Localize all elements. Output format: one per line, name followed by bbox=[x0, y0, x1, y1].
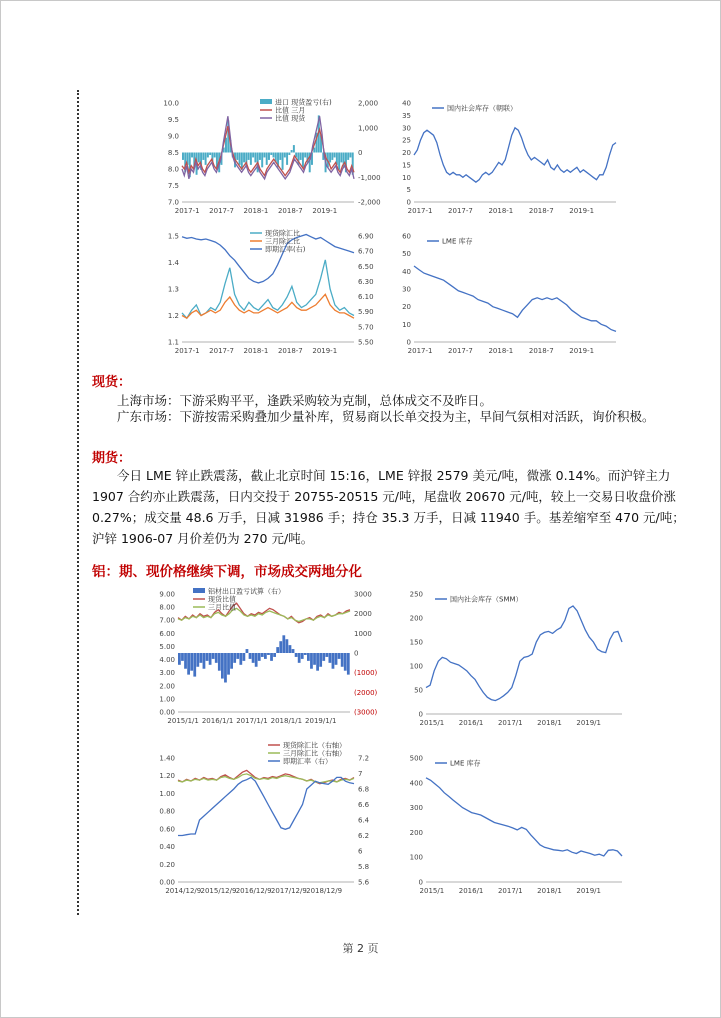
legend-swatch bbox=[193, 588, 205, 593]
y2-tick-label: 0 bbox=[354, 649, 359, 658]
section-aluminum-heading: 铝：期、现价格继续下调，市场成交两地分化 bbox=[92, 564, 362, 580]
bar bbox=[270, 653, 273, 661]
legend-label: 铝材出口盈亏试算（右） bbox=[208, 587, 285, 596]
spot-guangdong-paragraph: 广东市场：下游按需采购叠加少量补库，贸易商以长单交投为主，早间气氛相对活跃，询价积极。 bbox=[117, 409, 655, 424]
bar bbox=[239, 653, 242, 665]
bar bbox=[202, 153, 204, 160]
legend-label: 比值 现货 bbox=[275, 114, 306, 123]
bar bbox=[322, 653, 325, 661]
y-tick-label: 0.40 bbox=[159, 843, 175, 852]
x-tick-label: 2017/1/1 bbox=[236, 717, 268, 725]
x-tick-label: 2019-1 bbox=[312, 347, 338, 355]
bar bbox=[263, 153, 265, 158]
bar bbox=[182, 153, 184, 160]
x-tick-label: 2017-7 bbox=[448, 207, 473, 215]
y-tick-label: 7.00 bbox=[159, 616, 175, 625]
y2-tick-label: 5.8 bbox=[358, 863, 370, 871]
bar bbox=[344, 653, 347, 671]
x-tick-label: 2016/1/1 bbox=[201, 717, 234, 725]
x-tick-label: 2014/12/9 bbox=[165, 887, 202, 895]
series-line bbox=[178, 608, 350, 621]
bar bbox=[332, 653, 335, 669]
x-tick-label: 2018/1/1 bbox=[270, 717, 303, 725]
y2-tick-label: (3000) bbox=[354, 708, 378, 717]
chart-svg bbox=[148, 584, 390, 734]
x-tick-label: 2019/1/1 bbox=[305, 717, 337, 725]
y-tick-label: 40 bbox=[402, 267, 411, 276]
bar bbox=[248, 153, 250, 160]
bar bbox=[307, 653, 310, 661]
y2-tick-label: 5.50 bbox=[358, 338, 374, 347]
y-tick-label: 2.00 bbox=[159, 682, 175, 691]
y2-tick-label: 2,000 bbox=[358, 99, 379, 108]
y2-tick-label: 6.50 bbox=[358, 262, 374, 271]
bar bbox=[349, 153, 351, 158]
y-tick-label: 9.0 bbox=[167, 132, 179, 141]
bar bbox=[347, 653, 350, 675]
bar bbox=[329, 153, 331, 163]
bar bbox=[282, 635, 285, 653]
bar bbox=[279, 153, 281, 160]
bar bbox=[347, 153, 349, 160]
series-line bbox=[414, 266, 616, 331]
y-tick-label: 10 bbox=[402, 320, 411, 329]
bar bbox=[252, 653, 255, 663]
y-tick-label: 250 bbox=[409, 590, 423, 599]
chart-al-exchange-ratio bbox=[148, 740, 390, 904]
y-tick-label: 0 bbox=[406, 198, 411, 207]
y-tick-label: 8.00 bbox=[159, 603, 175, 612]
y2-tick-label: 6 bbox=[358, 847, 363, 856]
x-tick-label: 2018/12/9 bbox=[306, 887, 343, 895]
series-line bbox=[182, 294, 354, 318]
bar bbox=[243, 153, 245, 163]
y-tick-label: 15 bbox=[402, 161, 411, 170]
x-tick-label: 2018-7 bbox=[528, 347, 554, 355]
bar bbox=[254, 153, 256, 163]
bar bbox=[246, 649, 249, 653]
legend-label: 现货除汇比 bbox=[265, 229, 300, 238]
y2-tick-label: 5.6 bbox=[358, 878, 370, 887]
bar bbox=[250, 153, 252, 165]
bar bbox=[218, 653, 221, 671]
series-line bbox=[426, 778, 622, 856]
bar bbox=[300, 153, 302, 160]
bar bbox=[264, 653, 267, 659]
x-tick-label: 2017-1 bbox=[174, 207, 200, 215]
chart-svg bbox=[150, 228, 390, 360]
y-tick-label: 1.1 bbox=[167, 338, 179, 347]
y-tick-label: 7.0 bbox=[167, 198, 179, 207]
chart-al-export-ratio bbox=[148, 584, 390, 734]
x-tick-label: 2015/1 bbox=[419, 719, 445, 727]
bar bbox=[286, 153, 288, 165]
y-tick-label: 1.40 bbox=[159, 754, 175, 763]
legend-label: 现货除汇比（右轴） bbox=[283, 741, 346, 750]
chart-zinc-lme-inventory bbox=[392, 228, 622, 360]
bar bbox=[273, 153, 275, 158]
bar bbox=[227, 653, 230, 675]
section-futures-heading: 期货： bbox=[92, 451, 132, 466]
legend-label: 比值 三月 bbox=[275, 106, 306, 115]
x-tick-label: 2017-7 bbox=[209, 347, 234, 355]
legend-swatch bbox=[260, 99, 272, 104]
bar bbox=[243, 653, 246, 661]
y2-tick-label: 6.70 bbox=[358, 247, 374, 256]
chart-svg bbox=[150, 95, 390, 220]
y2-tick-label: 6.8 bbox=[358, 785, 370, 794]
y-tick-label: 5.00 bbox=[159, 642, 175, 651]
bar bbox=[276, 647, 279, 653]
y-tick-label: 8.5 bbox=[167, 149, 179, 157]
y2-tick-label: (2000) bbox=[354, 688, 378, 697]
bar bbox=[267, 653, 270, 655]
bar bbox=[331, 153, 333, 160]
y-tick-label: 50 bbox=[402, 250, 411, 259]
bar bbox=[205, 153, 207, 165]
y-tick-label: 25 bbox=[402, 136, 411, 145]
chart-svg bbox=[400, 584, 626, 736]
bar bbox=[209, 153, 211, 155]
y2-tick-label: (1000) bbox=[354, 669, 378, 678]
y-tick-label: 10 bbox=[402, 173, 411, 182]
series-line bbox=[178, 777, 354, 835]
x-tick-label: 2019/1 bbox=[576, 887, 602, 895]
chart-zinc-domestic-inventory bbox=[392, 95, 622, 220]
y-tick-label: 0.00 bbox=[159, 878, 175, 887]
y-tick-label: 1.3 bbox=[167, 285, 179, 294]
legend-label: 国内社会库存（朝联） bbox=[447, 104, 517, 113]
x-tick-label: 2017-1 bbox=[174, 347, 200, 355]
bar bbox=[236, 653, 239, 659]
x-tick-label: 2019-1 bbox=[312, 207, 338, 215]
y2-tick-label: 5.90 bbox=[358, 308, 374, 317]
y-tick-label: 5 bbox=[406, 186, 411, 195]
bar bbox=[191, 153, 193, 158]
bar bbox=[335, 653, 338, 665]
x-tick-label: 2018-1 bbox=[243, 207, 269, 215]
legend-label: 三月比值 bbox=[208, 603, 236, 612]
bar bbox=[293, 145, 295, 152]
bar bbox=[266, 153, 268, 165]
bar bbox=[198, 153, 200, 163]
bar bbox=[334, 153, 336, 158]
x-tick-label: 2017/12/9 bbox=[270, 887, 307, 895]
chart-al-lme-inventory bbox=[400, 740, 626, 904]
bar bbox=[338, 153, 340, 170]
bar bbox=[178, 653, 181, 665]
bar bbox=[181, 653, 184, 661]
y-tick-label: 300 bbox=[409, 804, 423, 813]
x-tick-label: 2017-7 bbox=[448, 347, 473, 355]
x-tick-label: 2017-1 bbox=[407, 347, 433, 355]
y-tick-label: 200 bbox=[409, 614, 423, 623]
y-tick-label: 20 bbox=[402, 303, 411, 312]
x-tick-label: 2019-1 bbox=[569, 347, 595, 355]
y-tick-label: 0 bbox=[418, 710, 423, 719]
bar bbox=[259, 153, 261, 160]
bar bbox=[268, 153, 270, 160]
x-tick-label: 2016/12/9 bbox=[235, 887, 272, 895]
x-tick-label: 2018-7 bbox=[277, 347, 303, 355]
bar bbox=[249, 653, 252, 659]
y-tick-label: 30 bbox=[402, 285, 411, 294]
legend-label: 即期汇率(右) bbox=[265, 245, 306, 254]
bar bbox=[282, 153, 284, 170]
bar bbox=[196, 653, 199, 667]
bar bbox=[341, 653, 344, 667]
y-tick-label: 6.00 bbox=[159, 629, 175, 638]
chart-al-domestic-inventory bbox=[400, 584, 626, 736]
y2-tick-label: 5.70 bbox=[358, 323, 374, 332]
chart-zinc-spot-ratio bbox=[150, 95, 390, 220]
x-tick-label: 2018/1 bbox=[537, 887, 562, 895]
legend-label: LME 库存 bbox=[450, 759, 481, 768]
bar bbox=[224, 653, 227, 683]
bar bbox=[316, 653, 319, 671]
y2-tick-label: 7 bbox=[358, 770, 363, 778]
y2-tick-label: 6.10 bbox=[358, 293, 374, 302]
margin-dotted-line bbox=[77, 90, 79, 915]
bar bbox=[304, 153, 306, 158]
y2-tick-label: -2,000 bbox=[358, 198, 381, 207]
chart-svg bbox=[392, 95, 622, 220]
chart-svg bbox=[392, 228, 622, 360]
series-line bbox=[178, 774, 354, 783]
bar bbox=[206, 653, 209, 661]
page-number: 第 2 页 bbox=[342, 942, 379, 955]
bar bbox=[261, 153, 263, 168]
bar bbox=[209, 653, 212, 665]
y-tick-label: 0 bbox=[406, 338, 411, 347]
x-tick-label: 2019-1 bbox=[569, 207, 595, 215]
y-tick-label: 1.2 bbox=[167, 312, 179, 320]
x-tick-label: 2018-1 bbox=[243, 347, 269, 355]
x-tick-label: 2018/1 bbox=[537, 719, 562, 727]
y-tick-label: 1.4 bbox=[167, 259, 179, 267]
legend-label: 三月除汇比（右轴） bbox=[283, 749, 346, 758]
y-tick-label: 9.00 bbox=[159, 590, 175, 599]
y-tick-label: 3.00 bbox=[159, 669, 175, 678]
bar bbox=[302, 153, 304, 168]
y-tick-label: 0 bbox=[418, 878, 423, 887]
chart-zinc-exchange-ratio bbox=[150, 228, 390, 360]
y-tick-label: 150 bbox=[409, 638, 423, 647]
y-tick-label: 50 bbox=[414, 686, 423, 695]
bar bbox=[295, 653, 298, 657]
chart-svg bbox=[148, 740, 390, 904]
bar bbox=[233, 653, 236, 663]
bar bbox=[230, 653, 233, 669]
x-tick-label: 2018-1 bbox=[488, 347, 514, 355]
bar bbox=[214, 153, 216, 158]
y-tick-label: 0.20 bbox=[159, 860, 175, 869]
bar bbox=[273, 653, 276, 657]
bar bbox=[319, 653, 322, 667]
bar bbox=[291, 150, 293, 152]
y-tick-label: 4.00 bbox=[159, 656, 175, 665]
x-tick-label: 2017/1 bbox=[497, 887, 523, 895]
series-line bbox=[182, 260, 354, 318]
bar bbox=[286, 639, 289, 653]
x-tick-label: 2018-7 bbox=[277, 207, 303, 215]
y-tick-label: 1.00 bbox=[159, 789, 175, 798]
bar bbox=[340, 153, 342, 163]
y-tick-label: 0.00 bbox=[159, 708, 175, 717]
futures-paragraph: 今日 LME 锌止跌震荡，截止北京时间 15:16，LME 锌报 2579 美元/吨，微涨 0.14%。而沪锌主力1907 合约亦止跌震荡，日内交投于 20755-20515 元/吨，尾盘收 20670 元/吨，较上一交易日收盘价涨 0.27%；成交量 48.6 万手，日减 31986 手；持仓 35.3 万手，日减 11940 手。基差缩窄至 470 元/吨；沪锌 1906-07 月价差仍为 270 元/吨。 bbox=[92, 468, 685, 546]
y-tick-label: 10.0 bbox=[163, 99, 179, 108]
bar bbox=[288, 153, 290, 155]
y2-tick-label: 6.2 bbox=[358, 832, 370, 840]
bar bbox=[184, 653, 187, 669]
bar bbox=[236, 153, 238, 160]
bar bbox=[239, 153, 241, 165]
bar bbox=[212, 653, 215, 659]
bar bbox=[252, 153, 254, 158]
y2-tick-label: 6.30 bbox=[358, 277, 374, 286]
series-line bbox=[182, 116, 354, 179]
bar bbox=[298, 653, 301, 663]
bar bbox=[279, 641, 282, 653]
x-tick-label: 2018-1 bbox=[488, 207, 514, 215]
y-tick-label: 100 bbox=[409, 662, 423, 671]
chart-svg bbox=[400, 740, 626, 904]
bar bbox=[301, 653, 304, 659]
y-tick-label: 8.0 bbox=[167, 165, 179, 174]
bar bbox=[221, 653, 224, 679]
bar bbox=[329, 653, 332, 663]
y2-tick-label: 6.90 bbox=[358, 232, 374, 241]
bar bbox=[289, 645, 292, 653]
x-tick-label: 2015/1 bbox=[419, 887, 445, 895]
legend-label: 三月除汇比 bbox=[265, 237, 300, 246]
legend-label: 现货比值 bbox=[208, 595, 236, 604]
section-spot-heading: 现货： bbox=[92, 375, 132, 390]
y-tick-label: 400 bbox=[409, 779, 423, 788]
x-tick-label: 2017/1 bbox=[497, 719, 523, 727]
bar bbox=[190, 653, 193, 671]
y-tick-label: 200 bbox=[409, 828, 423, 837]
bar bbox=[270, 153, 272, 155]
spot-shanghai-paragraph: 上海市场：下游采购平平，逢跌采购较为克制，总体成交不及昨日。 bbox=[117, 393, 493, 408]
bar bbox=[304, 653, 307, 655]
y2-tick-label: 1,000 bbox=[358, 124, 379, 133]
x-tick-label: 2017-1 bbox=[407, 207, 433, 215]
x-tick-label: 2016/1 bbox=[458, 887, 484, 895]
y-tick-label: 0.60 bbox=[159, 825, 175, 834]
x-tick-label: 2018-7 bbox=[528, 207, 554, 215]
y2-tick-label: 1000 bbox=[354, 629, 372, 638]
y-tick-label: 40 bbox=[402, 99, 411, 108]
legend-label: LME 库存 bbox=[442, 237, 473, 246]
x-tick-label: 2017-7 bbox=[209, 207, 234, 215]
y-tick-label: 1.00 bbox=[159, 695, 175, 704]
legend-label: 国内社会库存（SMM） bbox=[450, 595, 523, 604]
bar bbox=[338, 653, 341, 659]
legend-label: 即期汇率（右） bbox=[283, 757, 332, 766]
y-tick-label: 500 bbox=[409, 754, 423, 763]
y-tick-label: 20 bbox=[402, 149, 411, 157]
y-tick-label: 30 bbox=[402, 124, 411, 133]
series-line bbox=[426, 606, 622, 701]
bar bbox=[200, 653, 203, 663]
y-tick-label: 1.20 bbox=[159, 772, 175, 781]
bar bbox=[203, 653, 206, 669]
legend-label: 进口 现货盈亏(右) bbox=[275, 98, 332, 107]
bar bbox=[258, 653, 261, 661]
y-tick-label: 0.80 bbox=[159, 807, 175, 816]
x-tick-label: 2015/1/1 bbox=[167, 717, 199, 725]
y-tick-label: 9.5 bbox=[167, 116, 179, 124]
y-tick-label: 7.5 bbox=[167, 182, 179, 190]
bar bbox=[193, 653, 196, 677]
bar bbox=[187, 653, 190, 675]
y2-tick-label: -1,000 bbox=[358, 173, 381, 182]
bar bbox=[255, 653, 258, 667]
y2-tick-label: 3000 bbox=[354, 590, 372, 599]
y-tick-label: 1.5 bbox=[167, 232, 179, 241]
bar bbox=[313, 653, 316, 665]
x-tick-label: 2019/1 bbox=[576, 719, 602, 727]
bar bbox=[207, 153, 209, 158]
y-tick-label: 35 bbox=[402, 111, 411, 120]
y2-tick-label: 6.6 bbox=[358, 801, 370, 809]
x-tick-label: 2016/1 bbox=[458, 719, 484, 727]
bar bbox=[261, 653, 264, 657]
y-tick-label: 100 bbox=[409, 853, 423, 862]
series-line bbox=[414, 128, 616, 182]
y2-tick-label: 0 bbox=[358, 149, 363, 157]
x-tick-label: 2015/12/9 bbox=[200, 887, 237, 895]
y2-tick-label: 7.2 bbox=[358, 754, 370, 763]
y2-tick-label: 6.4 bbox=[358, 816, 370, 825]
bar bbox=[284, 153, 286, 158]
bar bbox=[215, 653, 218, 663]
y-tick-label: 60 bbox=[402, 232, 411, 241]
bar bbox=[310, 653, 313, 669]
bar bbox=[292, 649, 295, 653]
y2-tick-label: 2000 bbox=[354, 610, 372, 619]
bar bbox=[325, 653, 328, 657]
